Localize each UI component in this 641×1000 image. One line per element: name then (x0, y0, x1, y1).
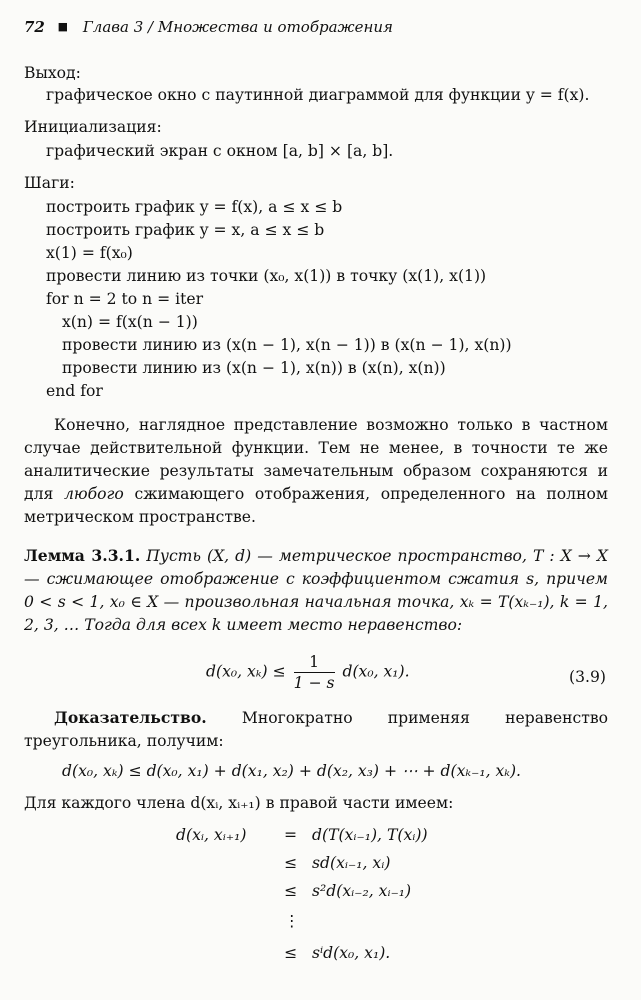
init-label: Инициализация: (24, 118, 162, 136)
chain-lhs: d(xᵢ, xᵢ₊₁) (176, 826, 247, 844)
step-line: построить график y = f(x), a ≤ x ≤ b (46, 198, 343, 216)
lemma (24, 544, 608, 637)
chapter-title: Глава 3 / Множества и отображения (82, 18, 393, 36)
steps-label: Шаги: (24, 174, 75, 192)
chain-rel: ≤ (284, 944, 298, 962)
chain-rel: = (284, 826, 298, 844)
chain-rel: ≤ (284, 854, 298, 872)
fraction: $\frac{1}{1 - s}$ (293, 653, 335, 692)
chain-expr: sⁱd(x₀, x₁). (312, 944, 391, 962)
bullet-icon: ■ (57, 20, 69, 33)
lemma-label: Лемма 3.3.1. (24, 546, 141, 565)
each-term-text: Для каждого члена d(xᵢ, xᵢ₊₁) в правой части имеем: (24, 794, 454, 812)
vertical-dots: ⋮ (284, 912, 300, 930)
emphasis: любого (63, 485, 124, 503)
paragraph: Конечно, наглядное представление возможно только в частном случае действительной функции. Тем не менее, в точности те же аналитические результаты замечательным образом сохраняются и для любого сжимающего отображения, определенного на полном метрическом пространстве. (24, 416, 608, 526)
equation-3-9: d(x₀, xₖ) ≤ $\frac{1}{1 - s}$ d(x₀, x₁). (206, 653, 410, 692)
step-line: провести линию из (x(n − 1), x(n)) в (x(n), x(n)) (62, 359, 446, 377)
proof-label: Доказательство. (54, 708, 207, 727)
chain-expr: sd(xᵢ₋₁, xᵢ) (312, 854, 391, 872)
lemma-text: Пусть (X, d) — метрическое пространство, T : X → X — сжимающее отображение с коэффициентом сжатия s, причем 0 < s < 1, x₀ ∈ X — произвольная начальная точка, xₖ = T(xₖ₋₁), k = 1, 2, 3, … Тогда для всех k имеет место неравенство: (24, 547, 608, 634)
running-head (24, 18, 393, 36)
output-label: Выход: (24, 64, 81, 82)
step-line: end for (46, 382, 103, 400)
step-line: x(1) = f(x₀) (46, 244, 133, 262)
output-text: графическое окно с паутинной диаграммой для функции y = f(x). (46, 86, 590, 104)
chain-rel: ≤ (284, 882, 298, 900)
init-text: графический экран с окном [a, b] × [a, b]. (46, 142, 394, 160)
page-number: 72 (24, 18, 45, 36)
step-line: построить график y = x, a ≤ x ≤ b (46, 221, 325, 239)
step-line: for n = 2 to n = iter (46, 290, 204, 308)
step-line: x(n) = f(x(n − 1)) (62, 313, 198, 331)
step-line: провести линию из (x(n − 1), x(n − 1)) в (x(n − 1), x(n)) (62, 336, 512, 354)
step-line: провести линию из точки (x₀, x(1)) в точку (x(1), x(1)) (46, 267, 487, 285)
equation-number: (3.9) (569, 668, 606, 686)
chain-expr: d(T(xᵢ₋₁), T(xᵢ)) (312, 826, 428, 844)
chain-expr: s²d(xᵢ₋₂, xᵢ₋₁) (312, 882, 412, 900)
triangle-inequality: d(x₀, xₖ) ≤ d(x₀, x₁) + d(x₁, x₂) + d(x₂, x₃) + ⋯ + d(xₖ₋₁, xₖ). (62, 762, 522, 780)
proof: Доказательство. Многократно применяя неравенство треугольника, получим: (24, 708, 608, 750)
